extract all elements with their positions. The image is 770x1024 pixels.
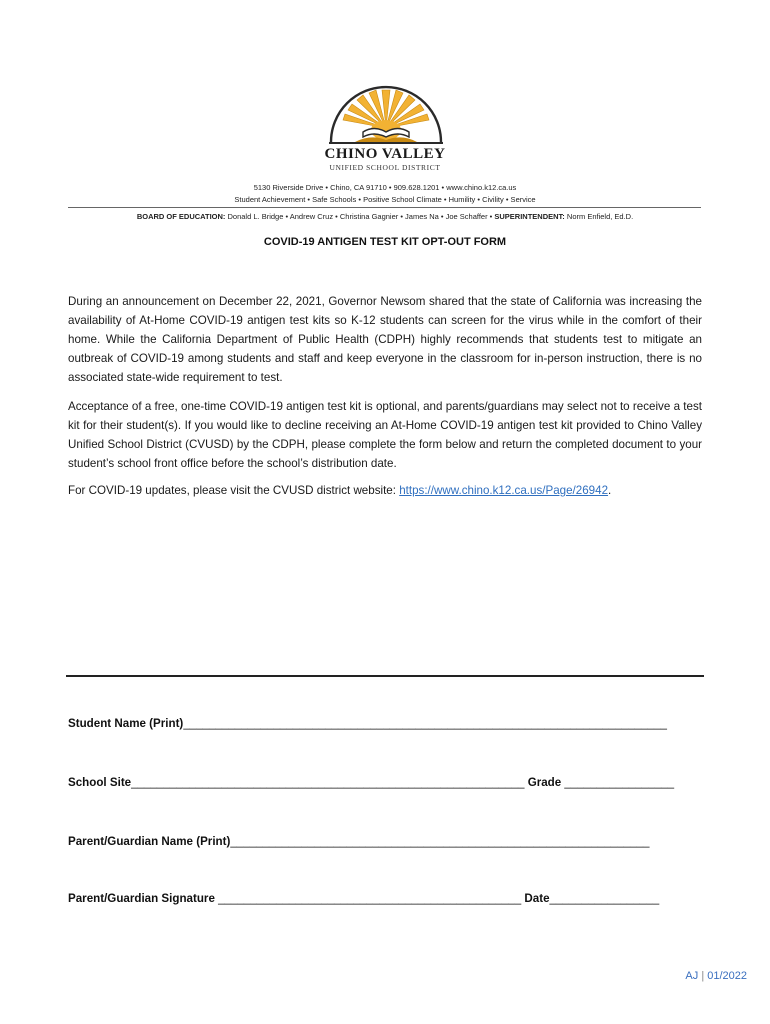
parent-signature-line[interactable]: _______________________________________________ [214,892,525,905]
school-site-field[interactable] [68,776,708,789]
school-site-label: School Site [68,776,132,789]
district-subtitle: UNIFIED SCHOOL DISTRICT [329,163,441,172]
district-values: Student Achievement • Safe Schools • Positive School Climate • Humility • Civility • Service [234,195,536,204]
parent-signature-field[interactable] [68,892,708,905]
updates-text: For COVID-19 updates, please visit the CVUSD district website: [68,484,400,497]
student-name-field[interactable] [68,717,708,730]
superintendent-name: Norm Enfield, Ed.D. [564,212,634,221]
student-name-line[interactable]: ___________________________________________________________________________ [183,717,667,730]
parent-signature-label: Parent/Guardian Signature [68,892,215,905]
superintendent-label: SUPERINTENDENT: [494,212,565,221]
footer-initials: AJ [685,970,699,982]
date-line[interactable]: _________________ [549,892,660,905]
parent-name-line[interactable]: _________________________________________________________________ [230,835,650,848]
updates-period: . [608,484,612,497]
parent-name-field[interactable] [68,835,708,848]
district-name: CHINO VALLEY [324,146,446,162]
opt-out-paragraph: Acceptance of a free, one-time COVID-19 antigen test kit is optional, and parents/guardians may select not to receive a test kit for their student(s). If you would like to decline receiving an At-Home COVID-19 antigen test kit provided to Chino Valley Unified School District (CVUSD) by the CDPH, please complete the form below and return the completed document to your student’s school front office before the school’s distribution date. [68,400,702,470]
revision-footer [685,970,747,982]
grade-line[interactable]: _________________ [561,776,675,789]
parent-name-label: Parent/Guardian Name (Print) [68,835,231,848]
board-line [0,212,770,221]
intro-paragraph: During an announcement on December 22, 2021, Governor Newsom shared that the state of California was increasing the availability of At-Home COVID-19 antigen test kits so K-12 students can screen for the virus while in the comfort of their home. While the California Department of Public Health (CDPH) highly recommends that students test to mitigate an outbreak of COVID-19 among students and staff and keep everyone in the classroom for in-person instruction, there is no associated state-wide requirement to test. [68,295,702,384]
grade-label: Grade [527,776,562,789]
footer-date: 01/2022 [707,970,747,982]
board-members: Donald L. Bridge • Andrew Cruz • Christina Gagnier • James Na • Joe Schaffer • [225,212,495,221]
updates-paragraph [68,481,702,500]
form-divider [66,675,704,677]
district-website-link[interactable]: https://www.chino.k12.ca.us/Page/26942 [399,484,609,497]
contact-info: 5130 Riverside Drive • Chino, CA 91710 • 909.628.1201 • www.chino.k12.ca.us [253,183,517,192]
letterhead-divider [68,207,701,208]
school-site-line[interactable]: _____________________________________________________________ [131,776,528,789]
footer-separator: | [701,970,705,982]
board-label: BOARD OF EDUCATION: [136,212,226,221]
student-name-label: Student Name (Print) [68,717,184,730]
form-title: COVID-19 ANTIGEN TEST KIT OPT-OUT FORM [263,236,507,248]
date-label: Date [524,892,550,905]
